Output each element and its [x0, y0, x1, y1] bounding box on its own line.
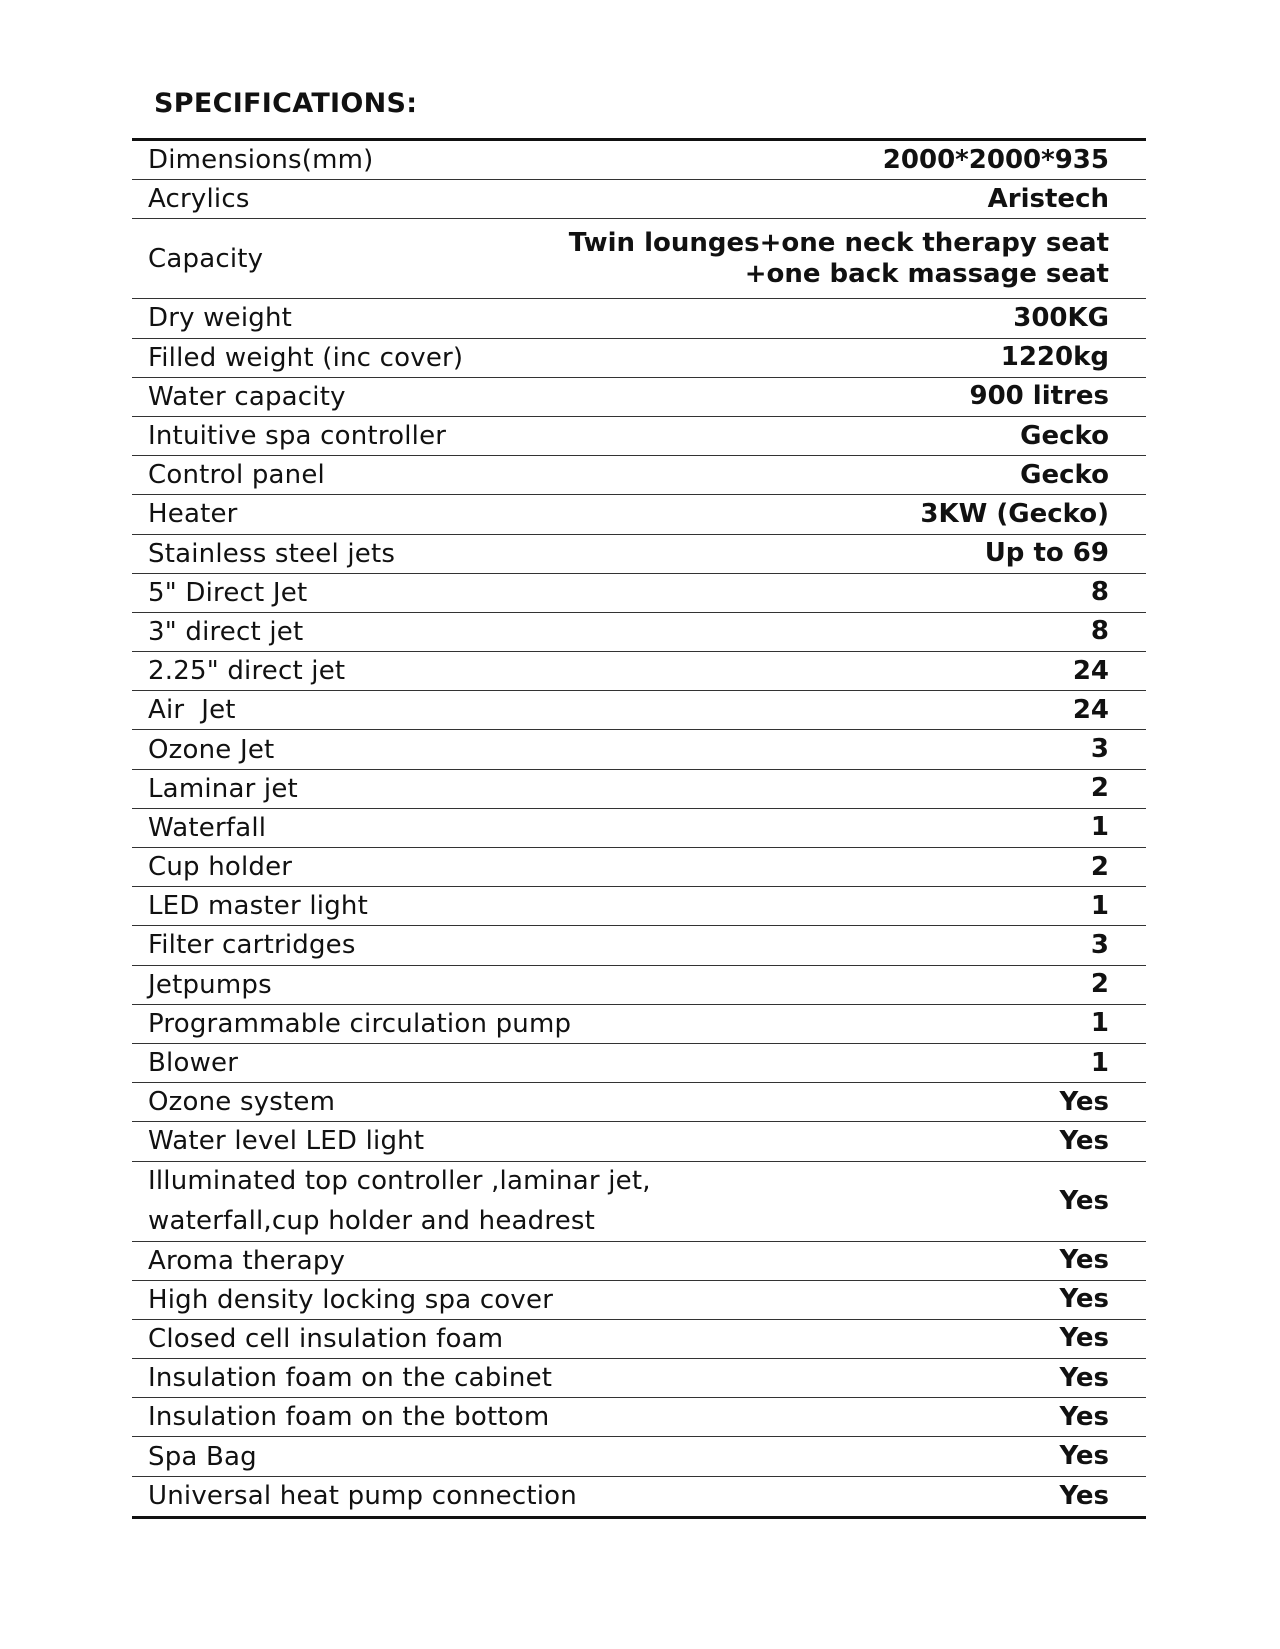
spec-value: Yes	[1059, 1245, 1109, 1276]
spec-value: 24	[1072, 694, 1109, 725]
table-row	[132, 809, 1146, 848]
spec-label: Ozone system	[148, 1087, 336, 1118]
spec-label: Dimensions(mm)	[148, 145, 374, 176]
spec-value: 2	[1090, 773, 1109, 804]
spec-value: Yes	[1059, 1441, 1109, 1472]
spec-label: Cup holder	[148, 852, 293, 883]
spec-value: Yes	[1059, 1125, 1109, 1156]
table-row	[132, 1005, 1146, 1044]
spec-label: Water level LED light	[148, 1126, 425, 1157]
spec-value: 2	[1090, 851, 1109, 882]
spec-label: Universal heat pump connection	[148, 1481, 577, 1512]
spec-value: 24	[1072, 655, 1109, 686]
spec-value: Yes	[1059, 1401, 1109, 1432]
spec-value: Aristech	[987, 183, 1109, 214]
spec-value: 1	[1090, 812, 1109, 843]
table-row	[132, 417, 1146, 456]
spec-label: Filter cartridges	[148, 930, 356, 961]
spec-label: 3" direct jet	[148, 616, 304, 647]
table-row	[132, 1437, 1146, 1476]
spec-label: High density locking spa cover	[148, 1284, 554, 1315]
table-row	[132, 219, 1146, 299]
spec-label: Laminar jet	[148, 773, 298, 804]
table-row	[132, 1242, 1146, 1281]
table-row	[132, 1398, 1146, 1437]
spec-value: 2000*2000*935	[882, 144, 1109, 175]
spec-value: Yes	[1059, 1362, 1109, 1393]
spec-label: Illuminated top controller ,laminar jet, waterfall,cup holder and headrest	[148, 1166, 651, 1236]
table-row	[132, 574, 1146, 613]
spec-label: LED master light	[148, 891, 368, 922]
spec-label: Intuitive spa controller	[148, 421, 447, 452]
table-row	[132, 887, 1146, 926]
table-row	[132, 613, 1146, 652]
spec-value: 1	[1090, 1047, 1109, 1078]
table-row	[132, 495, 1146, 534]
table-row	[132, 1044, 1146, 1083]
spec-value: Yes	[1059, 1185, 1109, 1216]
spec-label: Air Jet	[148, 695, 236, 726]
table-row	[132, 770, 1146, 809]
table-row	[132, 339, 1146, 378]
spec-label: Dry weight	[148, 303, 293, 334]
spec-value: Yes	[1059, 1086, 1109, 1117]
spec-label: Heater	[148, 499, 238, 530]
spec-label: Closed cell insulation foam	[148, 1323, 504, 1354]
spec-label: Spa Bag	[148, 1441, 257, 1472]
table-row	[132, 1083, 1146, 1122]
spec-label: Blower	[148, 1048, 239, 1079]
spec-value: Twin lounges+one neck therapy seat +one back massage seat	[568, 227, 1109, 289]
spec-label: Ozone Jet	[148, 734, 275, 765]
table-row	[132, 1477, 1146, 1516]
table-row	[132, 535, 1146, 574]
spec-value: 1	[1090, 890, 1109, 921]
table-row	[132, 926, 1146, 965]
spec-label: Water capacity	[148, 381, 346, 412]
page-title: SPECIFICATIONS:	[154, 88, 418, 119]
spec-value: Yes	[1059, 1284, 1109, 1315]
spec-label: 5" Direct Jet	[148, 577, 308, 608]
table-row	[132, 1162, 1146, 1242]
table-row	[132, 652, 1146, 691]
spec-value: 8	[1090, 616, 1109, 647]
table-row	[132, 180, 1146, 219]
table-row	[132, 378, 1146, 417]
table-row	[132, 1122, 1146, 1161]
table-row	[132, 299, 1146, 338]
spec-label: Insulation foam on the bottom	[148, 1402, 550, 1433]
spec-value: 1	[1090, 1008, 1109, 1039]
spec-value: 3	[1090, 734, 1109, 765]
specifications-table	[132, 138, 1146, 1519]
spec-label: Capacity	[148, 243, 264, 274]
spec-value: 2	[1090, 969, 1109, 1000]
spec-value: Yes	[1059, 1480, 1109, 1511]
spec-value: 3KW (Gecko)	[920, 498, 1109, 529]
spec-value: Gecko	[1020, 459, 1109, 490]
table-row	[132, 730, 1146, 769]
spec-value: Gecko	[1020, 420, 1109, 451]
table-row	[132, 141, 1146, 180]
spec-value: 1220kg	[1000, 342, 1109, 373]
table-row	[132, 691, 1146, 730]
table-row	[132, 966, 1146, 1005]
spec-label: Stainless steel jets	[148, 538, 396, 569]
spec-value: Yes	[1059, 1323, 1109, 1354]
spec-value: 300KG	[1013, 302, 1109, 333]
table-row	[132, 1281, 1146, 1320]
spec-label: Filled weight (inc cover)	[148, 342, 464, 373]
table-row	[132, 1320, 1146, 1359]
spec-label: Control panel	[148, 460, 325, 491]
spec-value: 900 litres	[969, 381, 1109, 412]
spec-label: Insulation foam on the cabinet	[148, 1363, 553, 1394]
table-row	[132, 1359, 1146, 1398]
spec-label: Jetpumps	[148, 969, 272, 1000]
spec-value: 8	[1090, 577, 1109, 608]
spec-label: Programmable circulation pump	[148, 1008, 572, 1039]
spec-value: Up to 69	[984, 538, 1109, 569]
table-row	[132, 848, 1146, 887]
spec-label: Waterfall	[148, 812, 267, 843]
spec-label: Aroma therapy	[148, 1245, 346, 1276]
spec-label: Acrylics	[148, 184, 250, 215]
spec-value: 3	[1090, 929, 1109, 960]
table-row	[132, 456, 1146, 495]
spec-label: 2.25" direct jet	[148, 656, 346, 687]
